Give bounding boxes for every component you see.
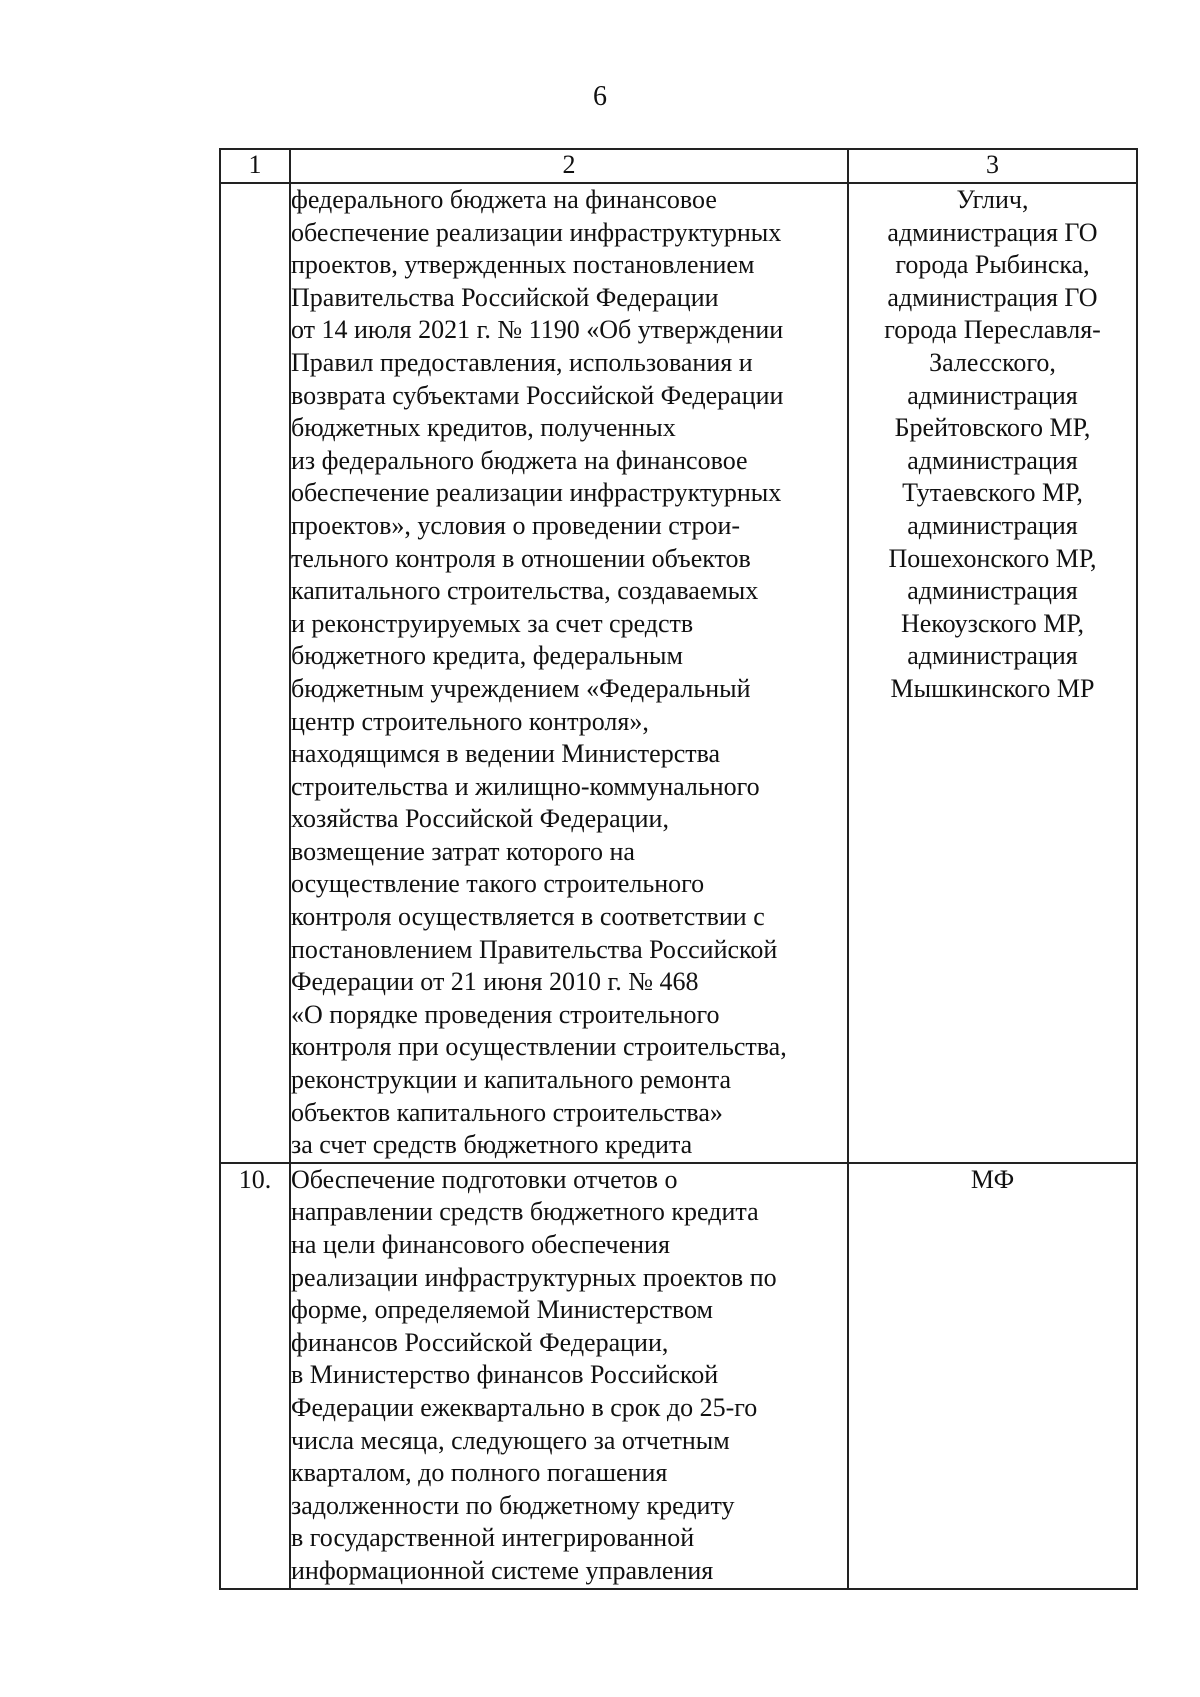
executor-line: Пошехонского МР, bbox=[888, 543, 1097, 573]
row-number-cell bbox=[220, 183, 290, 1163]
text-line: обеспечение реализации инфраструктурных bbox=[291, 478, 782, 508]
text-line: возврата субъектами Российской Федерации bbox=[291, 380, 784, 410]
text-line: от 14 июля 2021 г. № 1190 «Об утверждении bbox=[291, 315, 784, 345]
table-body bbox=[220, 183, 1137, 1589]
text-line: контроля при осуществлении строительства, bbox=[291, 1032, 787, 1062]
header-col-2: 2 bbox=[290, 149, 848, 183]
text-line: находящимся в ведении Министерства bbox=[291, 739, 721, 769]
text-line: бюджетного кредита, федеральным bbox=[291, 641, 683, 671]
text-line: Федерации ежеквартально в срок до 25-го bbox=[291, 1392, 758, 1422]
text-line: направлении средств бюджетного кредита bbox=[291, 1197, 759, 1227]
text-line: обеспечение реализации инфраструктурных bbox=[291, 217, 782, 247]
text-line: задолженности по бюджетному кредиту bbox=[291, 1490, 735, 1520]
executor-line: администрация bbox=[907, 510, 1078, 540]
measures-table bbox=[219, 148, 1138, 1590]
text-line: капитального строительства, создаваемых bbox=[291, 576, 759, 606]
executor-line: администрация bbox=[907, 445, 1078, 475]
text-line: бюджетным учреждением «Федеральный bbox=[291, 673, 751, 703]
executor-line: города Переславля- bbox=[884, 315, 1101, 345]
text-line: постановлением Правительства Российской bbox=[291, 934, 778, 964]
row-number: 10. bbox=[238, 1164, 272, 1194]
executor-line: МФ bbox=[970, 1164, 1015, 1194]
text-line: в государственной интегрированной bbox=[291, 1523, 695, 1553]
executor-line: администрация ГО bbox=[887, 282, 1098, 312]
table-row bbox=[220, 1163, 1137, 1589]
text-line: возмещение затрат которого на bbox=[291, 836, 635, 866]
text-line: объектов капитального строительства» bbox=[291, 1097, 723, 1127]
text-line: проектов, утвержденных постановлением bbox=[291, 250, 755, 280]
text-line: осуществление такого строительного bbox=[291, 869, 705, 899]
text-line: информационной системе управления bbox=[291, 1555, 714, 1585]
text-line: Правил предоставления, использования и bbox=[291, 347, 753, 377]
table-header-row bbox=[220, 149, 1137, 183]
text-line: на цели финансового обеспечения bbox=[291, 1230, 670, 1259]
row-executor-cell bbox=[848, 1163, 1137, 1589]
executor-line: Мышкинского МР bbox=[890, 673, 1095, 703]
text-line: федерального бюджета на финансовое bbox=[291, 185, 717, 214]
executor-line: Углич, bbox=[956, 185, 1029, 214]
text-line: Обеспечение подготовки отчетов о bbox=[291, 1164, 678, 1194]
executor-line: Залесского, bbox=[929, 347, 1056, 377]
row-executor-cell bbox=[848, 183, 1137, 1163]
table-row bbox=[220, 183, 1137, 1163]
header-col-3: 3 bbox=[848, 149, 1137, 183]
text-line: за счет средств бюджетного кредита bbox=[291, 1130, 693, 1160]
text-line: проектов», условия о проведении строи- bbox=[291, 510, 741, 540]
text-line: строительства и жилищно-коммунального bbox=[291, 771, 760, 801]
text-line: форме, определяемой Министерством bbox=[291, 1295, 713, 1325]
executor-line: администрация bbox=[907, 641, 1078, 671]
text-line: бюджетных кредитов, полученных bbox=[291, 413, 676, 443]
executor-line: администрация bbox=[907, 576, 1078, 606]
text-line: реконструкции и капитального ремонта bbox=[291, 1065, 732, 1095]
executor-line: Некоузского МР, bbox=[900, 608, 1085, 638]
text-line: «О порядке проведения строительного bbox=[291, 999, 720, 1029]
text-line: кварталом, до полного погашения bbox=[291, 1458, 668, 1488]
executor-line: Брейтовского МР, bbox=[894, 413, 1091, 443]
executor-line: администрация bbox=[907, 380, 1078, 410]
row-number-cell bbox=[220, 1163, 290, 1589]
text-line: хозяйства Российской Федерации, bbox=[291, 804, 669, 834]
text-line: тельного контроля в отношении объектов bbox=[291, 543, 751, 573]
page-number: 6 bbox=[593, 81, 607, 112]
text-line: финансов Российской Федерации, bbox=[291, 1327, 669, 1357]
text-line: из федерального бюджета на финансовое bbox=[291, 445, 748, 475]
executor-line: администрация ГО bbox=[887, 217, 1098, 247]
text-line: центр строительного контроля», bbox=[291, 706, 649, 736]
row-text-cell bbox=[290, 1163, 848, 1589]
text-line: в Министерство финансов Российской bbox=[291, 1360, 719, 1390]
text-line: числа месяца, следующего за отчетным bbox=[291, 1425, 730, 1455]
header-col-1: 1 bbox=[220, 149, 290, 183]
text-line: и реконструируемых за счет средств bbox=[291, 608, 694, 638]
text-line: контроля осуществляется в соответствии с bbox=[291, 902, 765, 932]
executor-line: Тутаевского МР, bbox=[902, 478, 1083, 508]
row-text-cell bbox=[290, 183, 848, 1163]
executor-line: города Рыбинска, bbox=[895, 250, 1090, 280]
text-line: Правительства Российской Федерации bbox=[291, 282, 719, 312]
text-line: реализации инфраструктурных проектов по bbox=[291, 1262, 777, 1292]
text-line: Федерации от 21 июня 2010 г. № 468 bbox=[291, 967, 699, 997]
